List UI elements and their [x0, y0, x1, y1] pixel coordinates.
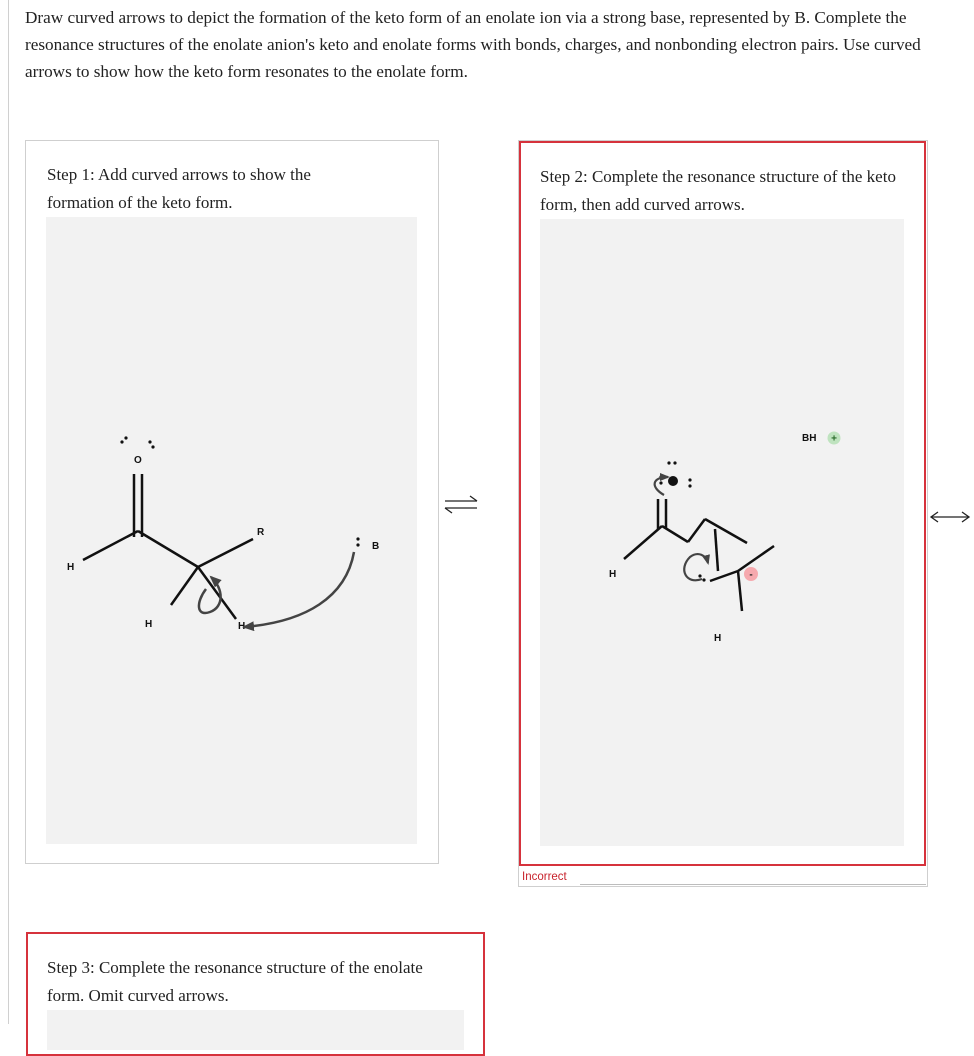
o-lone-pair-dot: [151, 445, 154, 448]
step1-molecule: [46, 217, 417, 844]
carbon-lone-pair-dot: [698, 574, 701, 577]
o-lone-pair-dot: [148, 440, 151, 443]
h-c1-bond: [624, 526, 662, 559]
step2-molecule: [540, 219, 904, 846]
o-lone-pair-dot: [667, 461, 670, 464]
step2-status: Incorrect: [522, 871, 567, 883]
c-c-bond: [710, 571, 738, 581]
o-lone-pair-dot: [124, 436, 127, 439]
c2-h-bond: [171, 567, 198, 605]
carbon-lone-pair-dot: [702, 578, 705, 581]
r-group-label: R: [257, 527, 265, 538]
o-lone-pair-dot: [120, 440, 123, 443]
step2-drawing-canvas[interactable]: [540, 219, 904, 846]
curved-arrow-lone-pair-to-bond[interactable]: [684, 554, 708, 580]
c2-r-bond: [198, 539, 253, 567]
h-left-label: H: [609, 569, 617, 580]
o-lone-pair-dot: [673, 461, 676, 464]
byproduct-charge-sign: +: [831, 433, 837, 445]
h-bottom-label: H: [714, 633, 722, 644]
h-bottom-label: H: [145, 619, 153, 630]
c3-h-bond: [715, 529, 718, 571]
base-label: B: [372, 541, 380, 552]
h-alpha-label: H: [238, 621, 246, 632]
equilibrium-arrow: [443, 494, 481, 516]
oxygen-atom-marker: [668, 476, 678, 486]
h-left-label: H: [67, 562, 75, 573]
o-lone-pair-dot: [688, 478, 691, 481]
carbanion-charge-sign: -: [749, 569, 753, 581]
step1-drawing-canvas[interactable]: [46, 217, 417, 844]
c1-c2-bond: [138, 531, 198, 567]
c2-c3-bond: [688, 519, 705, 542]
step2-panel: [519, 141, 926, 866]
c-c-bond: [738, 546, 774, 571]
c-h-bond: [738, 571, 742, 611]
step3-title: Step 3: Complete the resonance structure of the enolate form. Omit curved arrows.: [47, 958, 423, 1005]
question-text: Draw curved arrows to depict the formation of the keto form of an enolate ion via a strong base, represented by B. Complete the resonance structures of the enolate anion's keto and enolate forms with bonds, charges, and nonbonding electron pairs. Use curved arrows to show how the keto form resonates to the enolate form.: [25, 8, 921, 81]
oxygen-label: O: [134, 455, 142, 466]
step1-title: Step 1: Add curved arrows to show the formation of the keto form.: [47, 165, 311, 212]
step2-title: Step 2: Complete the resonance structure of the keto form, then add curved arrows.: [540, 167, 896, 214]
o-lone-pair-dot: [659, 481, 662, 484]
b-lone-pair-dot: [356, 537, 359, 540]
page-left-border: [8, 0, 9, 1024]
curved-arrow-base-to-h[interactable]: [244, 552, 354, 627]
resonance-arrow: [928, 509, 972, 525]
b-lone-pair-dot: [356, 543, 359, 546]
step3-drawing-canvas[interactable]: [47, 1010, 464, 1050]
h-c1-bond: [83, 531, 138, 560]
byproduct-label: BH: [802, 433, 817, 444]
step3-panel: [26, 932, 485, 1056]
step1-panel: [25, 140, 439, 864]
c1-c2-bond: [662, 526, 688, 542]
o-lone-pair-dot: [688, 484, 691, 487]
curved-arrow-bond-to-oxygen[interactable]: [655, 477, 668, 495]
status-divider: [580, 884, 926, 885]
